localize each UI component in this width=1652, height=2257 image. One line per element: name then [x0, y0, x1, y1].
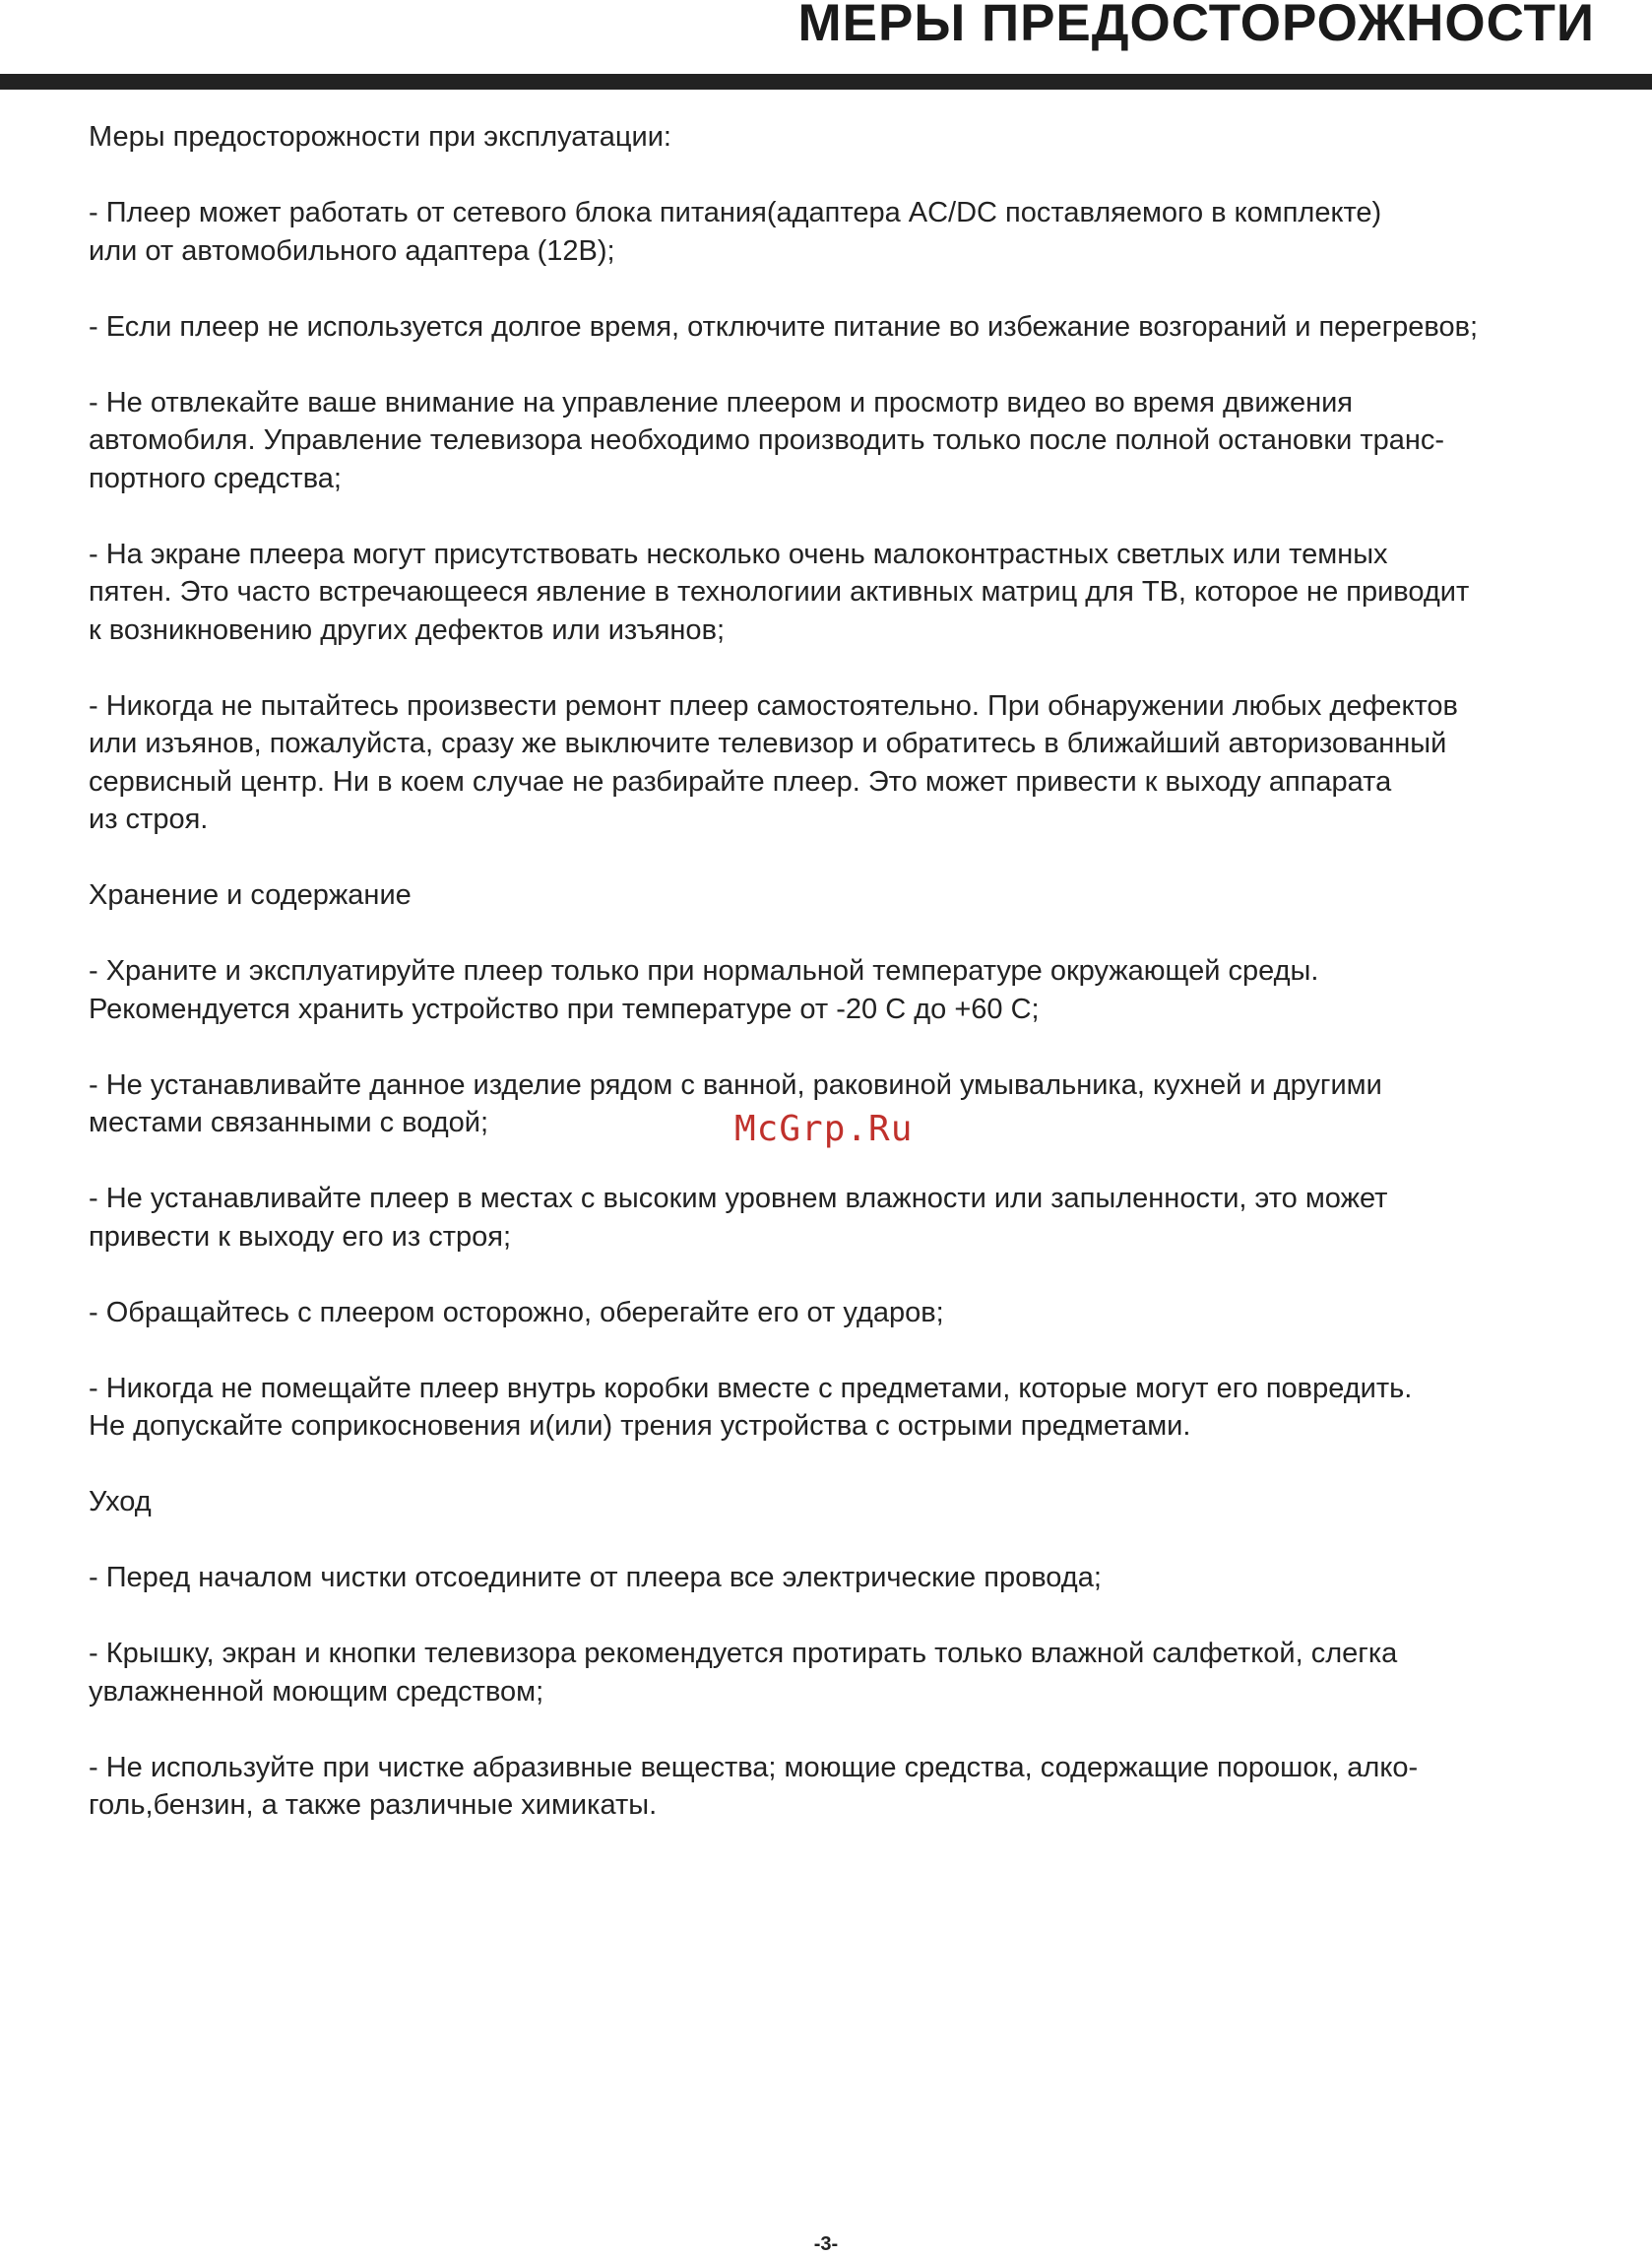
section-heading-operation: Меры предосторожности при эксплуатации:	[89, 121, 671, 153]
paragraph-humidity: - Не устанавливайте плеер в местах с высоким уровнем влажности или запыленности, это может привести к выходу его из строя;	[89, 1183, 1388, 1253]
paragraph-power-off: - Если плеер не используется долгое время, отключите питание во избежание возгораний и перегревов;	[89, 310, 1479, 343]
paragraph-wipe: - Крышку, экран и кнопки телевизора рекомендуется протирать только влажной салфеткой, слегка увлажненной моющим средством;	[89, 1638, 1398, 1708]
paragraph-temperature: - Храните и эксплуатируйте плеер только при нормальной температуре окружающей среды. Рекомендуется хранить устройство при температуре от -20 С до +60 С;	[89, 955, 1319, 1025]
paragraph-driving-distraction: - Не отвлекайте ваше внимание на управление плеером и просмотр видео во время движения автомобиля. Управление телевизора необходимо производить только после полной остановки транс- портного средства;	[89, 386, 1445, 494]
paragraph-repair: - Никогда не пытайтесь произвести ремонт плеер самостоятельно. При обнаружении любых дефектов или изъянов, пожалуйста, сразу же выключите телевизор и обратитесь в ближайший авторизованный сервисный центр. Ни в коем случае не разбирайте плеер. Это может привести к выходу аппарата из строя.	[89, 689, 1458, 835]
paragraph-power-supply: - Плеер может работать от сетевого блока питания(адаптера AC/DC поставляемого в комплекте) или от автомобильного адаптера (12В);	[89, 197, 1382, 267]
paragraph-disconnect: - Перед началом чистки отсоедините от плеера все электрические провода;	[89, 1562, 1102, 1593]
document-body	[89, 118, 1634, 1862]
page-title: МЕРЫ ПРЕДОСТОРОЖНОСТИ	[797, 0, 1595, 52]
paragraph-abrasives: - Не используйте при чистке абразивные вещества; моющие средства, содержащие порошок, алко- голь,бензин, а также различные химикаты.	[89, 1751, 1419, 1821]
paragraph-screen-spots: - На экране плеера могут присутствовать несколько очень малоконтрастных светлых или темных пятен. Это часто встречающееся явление в технологиии активных матриц для ТВ, которое не приводит к возникновению других дефектов или изъянов;	[89, 538, 1470, 646]
section-heading-care: Уход	[89, 1486, 152, 1517]
paragraph-water: - Не устанавливайте данное изделие рядом с ванной, раковиной умывальника, кухней и другими местами связанными с водой;	[89, 1068, 1382, 1138]
paragraph-handling: - Обращайтесь с плеером осторожно, оберегайте его от ударов;	[89, 1296, 944, 1328]
header-rule	[0, 74, 1652, 90]
watermark: McGrp.Ru	[734, 1109, 914, 1149]
paragraph-packing: - Никогда не помещайте плеер внутрь коробки вместе с предметами, которые могут его повредить. Не допускайте соприкосновения и(или) трения устройства с острыми предметами.	[89, 1372, 1413, 1442]
page-number: -3-	[813, 2233, 839, 2255]
section-heading-storage: Хранение и содержание	[89, 879, 412, 911]
